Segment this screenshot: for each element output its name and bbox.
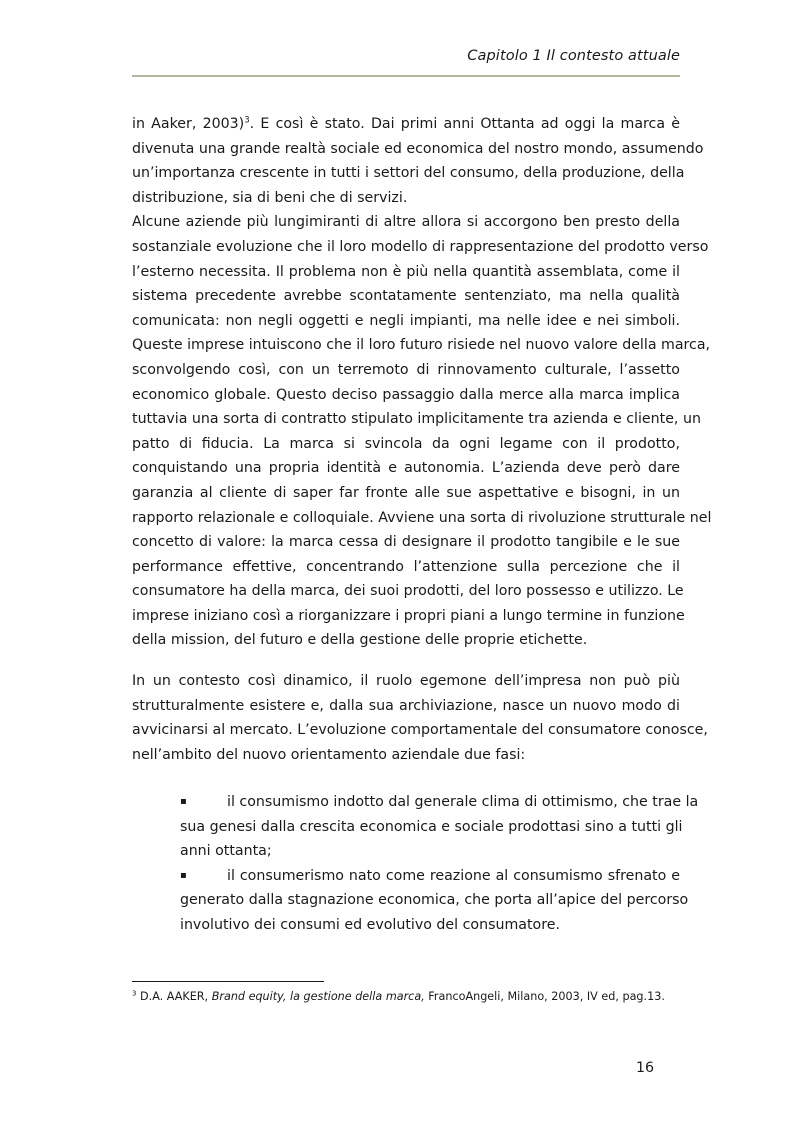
- text-line: il consumerismo nato come reazione al consumismo sfrenato e: [227, 867, 680, 884]
- square-bullet-icon: ▪: [180, 869, 187, 881]
- text-line: conquistando una propria identità e autonomia. L’azienda deve però dare: [132, 460, 680, 477]
- text-line: il consumismo indotto dal generale clima di ottimismo, che trae la: [227, 794, 699, 810]
- text-line: distribuzione, sia di beni che di servizi.: [132, 189, 408, 206]
- text-line: In un contesto così dinamico, il ruolo egemone dell’impresa non può più: [132, 673, 680, 689]
- list-item: [180, 790, 699, 864]
- text-line: avvicinarsi al mercato. L’evoluzione comportamentale del consumatore conosce,: [132, 722, 708, 739]
- text-line: strutturalmente esistere e, dalla sua archiviazione, nasce un nuovo modo di: [132, 697, 680, 714]
- paragraph-1: [132, 112, 712, 653]
- footnote-reference: 3: [244, 115, 250, 126]
- text-line: tuttavia una sorta di contratto stipulato implicitamente tra azienda e cliente, un: [132, 411, 701, 428]
- paragraph-2: [132, 669, 708, 767]
- text-line: della mission, del futuro e della gestione delle proprie etichette.: [132, 632, 588, 649]
- text-line: divenuta una grande realtà sociale ed economica del nostro mondo, assumendo: [132, 140, 704, 157]
- text-line: rapporto relazionale e colloquiale. Avviene una sorta di rivoluzione strutturale nel: [132, 509, 712, 526]
- text-line: garanzia al cliente di saper far fronte alle sue aspettative e bisogni, in un: [132, 484, 680, 501]
- text-line: nell’ambito del nuovo orientamento aziendale due fasi:: [132, 746, 526, 763]
- text-line: Queste imprese intuiscono che il loro futuro risiede nel nuovo valore della marca,: [132, 337, 711, 354]
- footnote-number: 3: [132, 989, 137, 998]
- running-header: Capitolo 1 Il contesto attuale: [467, 48, 680, 64]
- text-line: performance effettive, concentrando l’attenzione sulla percezione che il: [132, 558, 680, 575]
- text-line: l’esterno necessita. Il problema non è più nella quantità assemblata, come il: [132, 263, 680, 280]
- text-line: sua genesi dalla crescita economica e sociale prodottasi sino a tutti gli: [180, 818, 683, 835]
- footnote-author: D.A. AAKER,: [136, 990, 212, 1003]
- text-line: involutivo dei consumi ed evolutivo del consumatore.: [180, 916, 560, 933]
- text-line: in Aaker, 2003)$^3$. E così è stato. Dai primi anni Ottanta ad oggi la marca è: [132, 115, 680, 132]
- footnote-title: Brand equity, la gestione della marca,: [211, 990, 425, 1003]
- bullet-list: [180, 790, 699, 938]
- text-line: economico globale. Questo deciso passaggio dalla merce alla marca implica: [132, 386, 680, 403]
- text-line: anni ottanta;: [180, 843, 272, 860]
- header-divider: [132, 75, 680, 77]
- text-line: concetto di valore: la marca cessa di designare il prodotto tangibile e le sue: [132, 534, 680, 551]
- text-line: sostanziale evoluzione che il loro modello di rappresentazione del prodotto verso: [132, 238, 709, 255]
- page-number: 16: [635, 1060, 655, 1076]
- footnote-divider: [132, 981, 324, 982]
- footnote-details: FrancoAngeli, Milano, 2003, IV ed, pag.13.: [424, 990, 665, 1003]
- text-line: un’importanza crescente in tutti i settori del consumo, della produzione, della: [132, 165, 685, 182]
- text-line: generato dalla stagnazione economica, che porta all’apice del percorso: [180, 892, 689, 909]
- text-line: sistema precedente avrebbe scontatamente sentenziato, ma nella qualità: [132, 288, 680, 305]
- footnote: [132, 990, 680, 1004]
- text-line: patto di fiducia. La marca si svincola da ogni legame con il prodotto,: [132, 435, 680, 452]
- text-line: consumatore ha della marca, dei suoi prodotti, del loro possesso e utilizzo. Le: [132, 583, 684, 600]
- text-line: Alcune aziende più lungimiranti di altre allora si accorgono ben presto della: [132, 214, 680, 231]
- square-bullet-icon: ▪: [180, 796, 187, 807]
- text-line: comunicata: non negli oggetti e negli impianti, ma nelle idee e nei simboli.: [132, 312, 680, 329]
- list-item: [180, 864, 689, 938]
- text-line: sconvolgendo così, con un terremoto di rinnovamento culturale, l’assetto: [132, 361, 680, 378]
- text-line: imprese iniziano così a riorganizzare i propri piani a lungo termine in funzione: [132, 607, 685, 624]
